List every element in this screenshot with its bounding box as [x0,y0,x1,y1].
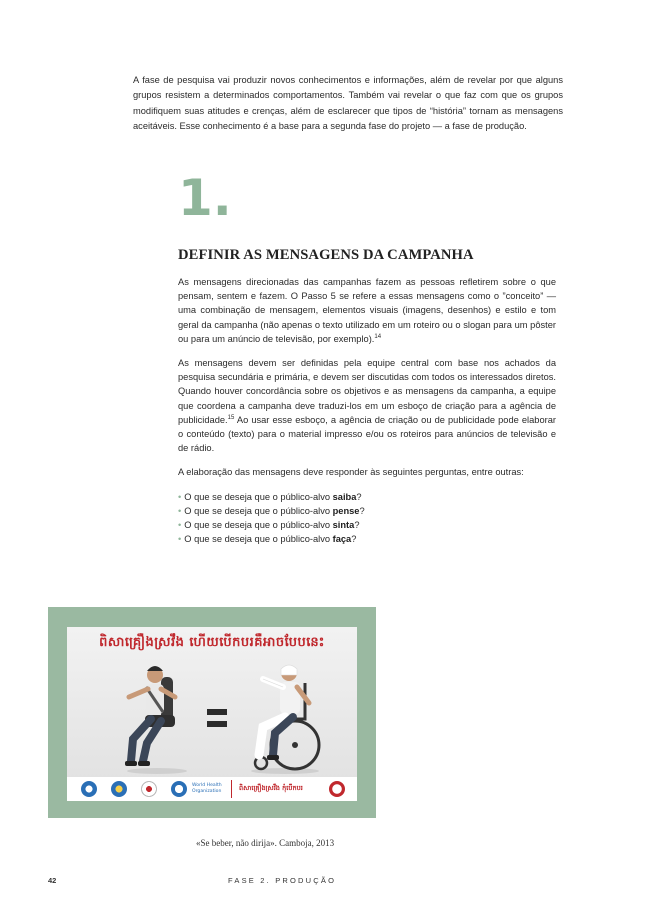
campaign-poster [67,627,357,801]
equals-icon [207,707,227,729]
logo-separator [231,780,232,798]
body-paragraph-2-text-a: As mensagens devem ser definidas pela equipe central com base nos achados da pesquisa secundária e primária, e devem ser discutidas com todos os interessados diretos. Quando houver concordância sobre os objetivos e as mensagens da campanha, a equipe que coordena a campanha deve traduzi-los em um esboço de criação para a agência de publicidade. [178,358,556,425]
section-title: DEFINIR AS MENSAGENS DA CAMPANHA [178,247,474,263]
question-list [178,490,556,547]
bullet-icon: • [178,505,182,516]
red-cross-logo-icon [141,781,157,797]
wheelchair-figure-icon [239,657,325,775]
body-paragraph-1-text: As mensagens direcionadas das campanhas fazem as pessoas refletirem sobre o que pensam, sentem e fazem. O Passo 5 se refere a essas mensagens como o ”conceito” — uma combinação de mensagem, elementos visuais (imagens, desenhos) e estilo e tom geral da campanha (não apenas o texto utilizado em um roteiro ou o slogan para um pôster ou para um anúncio de televisão, por exemplo). [178,277,556,344]
ministry-logo-icon [81,781,97,797]
list-item: • O que se deseja que o público-alvo faça? [178,534,357,545]
poster-headline: ពិសាគ្រឿងស្រវឹង ហើយបើកបរគឺអាចបែបនេះ [99,635,325,650]
who-logo-icon [171,781,187,797]
bullet-icon: • [178,520,182,531]
campaign-slogan: ពិសាគ្រឿងស្រវឹង កុំបើកបរ [239,784,303,792]
body-paragraph-3: A elaboração das mensagens deve responder às seguintes perguntas, entre outras: [178,467,524,478]
list-item: • O que se deseja que o público-alvo saiba? [178,491,362,502]
page-number: 42 [48,876,57,885]
body-paragraph-2-text-b: Ao usar esse esboço, a agência de criação ou de publicidade pode elaborar o conteúdo (texto) para o material impresso e/ou os roteiros para anúncios de televisão e de rádio. [178,414,556,454]
section-body [178,275,556,546]
no-drink-driving-icon [329,781,345,797]
list-item: • O que se deseja que o público-alvo sinta? [178,520,360,531]
footnote-ref-15[interactable]: 15 [227,414,235,421]
poster-logo-bar [67,777,357,801]
footnote-ref-14[interactable]: 14 [374,333,382,340]
figure-caption: «Se beber, não dirija». Camboja, 2013 [196,838,335,848]
list-item: • O que se deseja que o público-alvo pense? [178,505,365,516]
body-paragraph-2 [178,356,556,455]
intro-paragraph: A fase de pesquisa vai produzir novos conhecimentos e informações, além de revelar por que alguns grupos resistem a determinados comportamentos. Também vai revelar o que faz com que os grupos modifiquem suas atitudes e crenças, além de esclarecer que tipos de “história” tornam as mensagens aceitáveis. Esse conhecimento é a base para a segunda fase do projeto — a fase de produção. [133,75,563,132]
section-number: 1. [178,169,232,227]
figure-frame [48,607,376,818]
police-logo-icon [111,781,127,797]
running-footer: FASE 2. PRODUÇÃO [228,876,337,885]
who-logo-text: World Health Organization [192,783,222,794]
bullet-icon: • [178,491,182,502]
bullet-icon: • [178,534,182,545]
driver-figure-icon [117,657,197,775]
body-paragraph-1 [178,275,556,346]
